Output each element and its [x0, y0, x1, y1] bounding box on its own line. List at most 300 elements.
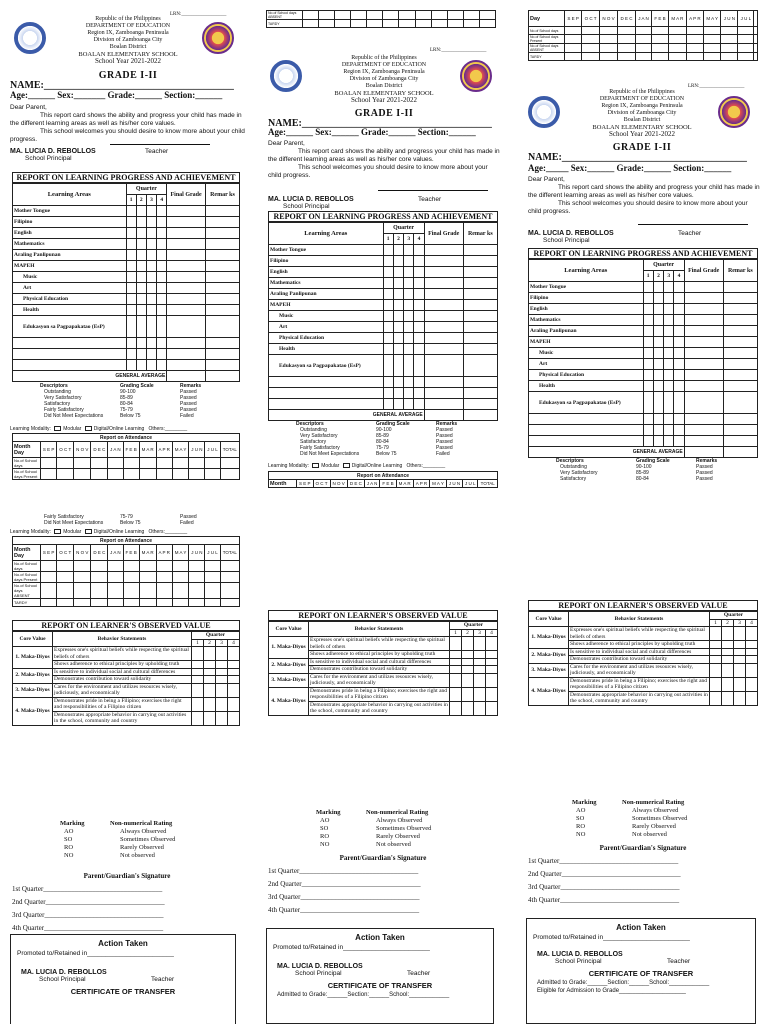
student-name-field[interactable]: NAME:______________________________________	[10, 80, 234, 91]
parent-signatures[interactable]	[12, 870, 242, 935]
subject-label: Art	[529, 359, 644, 370]
q-2: 2	[722, 619, 734, 627]
sig-q1[interactable]: 1st Quarter__________________________________	[528, 857, 679, 865]
subject-row	[269, 322, 498, 333]
subject-label: Filipino	[269, 256, 384, 267]
subject-label: Edukasyon sa Pagpapakatao (EsP)	[269, 355, 384, 377]
sig-q2[interactable]: 2nd Quarter__________________________________	[268, 880, 421, 888]
grading-scale-continued: Fairly Satisfactory 75-79 Passed Did Not Meet Expectations Below 75 Failed	[44, 514, 197, 526]
subject-label: Mathematics	[529, 315, 644, 326]
values-title: REPORT ON LEARNER'S OBSERVED VALUE	[268, 610, 498, 621]
total-col: TOTAL	[220, 545, 239, 561]
subject-row	[13, 228, 240, 239]
behavior-statement: Cares for the environment and utilizes resources wisely, judiciously, and economically	[569, 663, 710, 677]
q-1: 1	[710, 619, 722, 627]
col-quarter: Quarter	[450, 622, 498, 630]
subject-row	[269, 289, 498, 300]
att-row-label: TARDY	[529, 53, 565, 61]
q-4: 4	[746, 619, 758, 627]
q-2: 2	[462, 629, 474, 637]
grade-title: GRADE I-II	[612, 142, 672, 153]
month-col: M A R	[396, 480, 413, 488]
attendance-title: Report on Attendance	[269, 472, 498, 480]
behavior-statement: Demonstrates pride in being a Filipino; exercises the right and responsibilities of a Filipino citizen	[53, 697, 192, 711]
month-col: J A N	[108, 545, 123, 561]
signatures-title: Parent/Guardian's Signature	[339, 854, 427, 862]
subject-label: Art	[13, 283, 127, 294]
month-col: O C T	[57, 442, 74, 458]
behavior-statement: Expresses one's spiritual beliefs while respecting the spiritual beliefs of others	[53, 647, 192, 661]
principal-block: MA. LUCIA D. REBOLLOS Teacher School Principal	[10, 148, 250, 162]
subject-label: Filipino	[529, 293, 644, 304]
subject-label: MAPEH	[13, 261, 127, 272]
subject-row	[529, 326, 758, 337]
month-col: F E B	[123, 545, 139, 561]
deped-seal-icon	[528, 96, 560, 128]
q-3: 3	[474, 629, 486, 637]
digital-checkbox[interactable]	[85, 529, 92, 534]
principal-block: MA. LUCIA D. REBOLLOS Teacher School Principal	[528, 230, 768, 244]
behavior-statement: Is sensitive to individual social and cultural differences	[53, 668, 192, 676]
modular-checkbox[interactable]	[54, 529, 61, 534]
behavior-statement: Is sensitive to individual social and cultural differences	[309, 658, 450, 666]
subject-label: Araling Panlipunan	[13, 250, 127, 261]
lrn-label: LRN:__________________	[430, 48, 487, 53]
q-2: 2	[653, 271, 663, 282]
promoted-field[interactable]: Promoted to/Retained in________________________	[17, 950, 174, 957]
q-2: 2	[136, 195, 146, 206]
modular-checkbox[interactable]	[312, 463, 319, 468]
subject-label: Araling Panlipunan	[269, 289, 384, 300]
admitted-field[interactable]: Admitted to Grade:______Section:______School:____________	[537, 980, 710, 986]
report-card-back-3	[512, 590, 768, 1024]
school-seal-icon	[718, 96, 750, 128]
month-col: M A Y	[703, 11, 720, 27]
att-row-label: No.of School days ABSENT	[13, 583, 41, 599]
observed-values-table	[12, 620, 240, 726]
col-remarks: Remar ks	[463, 223, 497, 245]
behavior-statement: Cares for the environment and utilizes resources wisely, judiciously, and economically	[53, 683, 192, 697]
col-quarter: Quarter	[383, 223, 424, 234]
core-value-label: 4. Maka-Diyos	[13, 697, 53, 725]
core-value-label: 1. Maka-Diyos	[269, 637, 309, 659]
subject-label: Mathematics	[13, 239, 127, 250]
signatures-title: Parent/Guardian's Signature	[83, 872, 171, 880]
q-3: 3	[216, 639, 228, 647]
q-4: 4	[414, 234, 424, 245]
q-1: 1	[383, 234, 393, 245]
subject-row	[13, 250, 240, 261]
general-average-label: GENERAL AVERAGE	[529, 447, 685, 458]
modular-checkbox[interactable]	[54, 426, 61, 431]
sig-q3[interactable]: 3rd Quarter__________________________________	[268, 893, 420, 901]
deped-seal-icon	[14, 22, 46, 54]
progress-title: REPORT ON LEARNING PROGRESS AND ACHIEVEMENT	[528, 248, 758, 259]
report-card-back-1	[0, 510, 256, 1024]
grade-title: GRADE I-II	[354, 108, 414, 119]
attendance-title: Report on Attendance	[13, 537, 240, 545]
month-col: A P R	[686, 11, 703, 27]
month-col: F E B	[123, 442, 139, 458]
behavior-statement: Demonstrates appropriate behavior in carrying out activities in the school, community and country	[53, 711, 192, 725]
report-card-back-2	[256, 600, 512, 1024]
eligible-field[interactable]: Eligible for Admission to Grade____________________	[537, 988, 686, 994]
subject-row	[13, 305, 240, 316]
subject-row	[529, 282, 758, 293]
month-col: N O V	[74, 442, 91, 458]
behavior-statement: Demonstrates appropriate behavior in carrying out activities in the school, community and country	[570, 691, 708, 704]
subject-label: Mother Tongue	[529, 282, 644, 293]
subject-row	[13, 272, 240, 283]
report-card-front-1	[0, 0, 256, 500]
sig-q3[interactable]: 3rd Quarter__________________________________	[12, 911, 164, 919]
subject-label: Music	[269, 311, 384, 322]
parent-signatures[interactable]	[268, 852, 498, 917]
sig-q3[interactable]: 3rd Quarter__________________________________	[528, 883, 680, 891]
att-row-label: TARDY	[267, 20, 303, 28]
school-header: Republic of the Philippines DEPARTMENT OF EDUCATION Region IX, Zamboanga Peninsula Division of Zamboanga City Boalan District BOALAN ELEMENTARY SCHOOL School Year 2021-2022	[78, 16, 178, 65]
grading-scale-legend: Descriptors Grading Scale Remarks Outstanding 90-100 Passed Very Satisfactory 85-89 Passed Satisfactory 80-84 Passed Fairly Satisfactory 75-79 Passed Did Not Meet Expectations Below 75 Failed	[40, 383, 202, 419]
col-core-value: Core Value	[529, 612, 569, 627]
behavior-statement: Cares for the environment and utilizes resources wisely, judiciously, and economically	[309, 673, 450, 687]
subject-label: Physical Education	[269, 333, 384, 344]
q-1: 1	[192, 639, 204, 647]
att-row-label: TARDY	[13, 599, 41, 607]
lrn-label: LRN:__________________	[170, 12, 227, 17]
month-col: D E C	[91, 545, 108, 561]
school-seal-icon	[202, 22, 234, 54]
student-info-row[interactable]: Age:______ Sex:_______ Grade:______ Section:______	[10, 90, 223, 100]
col-quarter: Quarter	[126, 184, 167, 195]
month-col: M A Y	[172, 442, 189, 458]
lrn-label: LRN:__________________	[688, 84, 745, 89]
promoted-field[interactable]: Promoted to/Retained in________________________	[533, 934, 690, 941]
subject-label: Edukasyon sa Pagpapakatao (EsP)	[13, 316, 127, 338]
month-col: N O V	[74, 545, 91, 561]
month-col: M A Y	[430, 480, 447, 488]
month-col: J U N	[446, 480, 462, 488]
subject-row	[529, 337, 758, 348]
month-col: O C T	[57, 545, 74, 561]
subject-label: Mathematics	[269, 278, 384, 289]
month-col: J U N	[189, 545, 205, 561]
att-row-label: No.of School days	[13, 458, 41, 469]
behavior-statement: Demonstrates contribution toward solidarity	[53, 676, 192, 684]
q-3: 3	[404, 234, 414, 245]
core-value-label: 3. Maka-Diyos	[13, 683, 53, 697]
sig-q1[interactable]: 1st Quarter__________________________________	[268, 867, 419, 875]
day-label: Day	[529, 11, 565, 27]
subject-row	[13, 217, 240, 228]
observed-values-table	[528, 600, 758, 706]
month-col: F E B	[380, 480, 396, 488]
admitted-field[interactable]: Admitted to Grade:______Section:______School:____________	[277, 992, 450, 998]
subject-row	[269, 333, 498, 344]
subject-label: Music	[529, 348, 644, 359]
q-2: 2	[393, 234, 403, 245]
q-1: 1	[126, 195, 136, 206]
deped-seal-icon	[270, 60, 302, 92]
att-row-label: No.of School days	[529, 27, 565, 35]
q-3: 3	[146, 195, 156, 206]
grading-scale-legend: Descriptors Grading Scale Remarks Outstanding 90-100 Passed Very Satisfactory 85-89 Passed Satisfactory 80-84 Passed	[556, 458, 718, 482]
q-4: 4	[228, 639, 240, 647]
digital-checkbox[interactable]	[343, 463, 350, 468]
action-title: Action Taken	[616, 923, 666, 932]
month-col: J A N	[364, 480, 379, 488]
promoted-field[interactable]: Promoted to/Retained in________________________	[273, 944, 430, 951]
q-3: 3	[664, 271, 674, 282]
q-4: 4	[486, 629, 498, 637]
learning-progress-table	[12, 172, 240, 382]
month-col: S E P	[41, 545, 57, 561]
q-4: 4	[157, 195, 167, 206]
subject-row	[269, 300, 498, 311]
attendance-table	[12, 536, 240, 607]
progress-title: REPORT ON LEARNING PROGRESS AND ACHIEVEMENT	[12, 172, 240, 183]
student-info-row[interactable]: Age:_____ Sex:______ Grade:______ Section:______	[528, 163, 732, 173]
student-info-row[interactable]: Age:______ Sex:______ Grade:______ Section:______	[268, 127, 476, 137]
month-col: J A N	[635, 11, 651, 27]
behavior-statement: Demonstrates pride in being a Filipino; exercises the right and responsibilities of a Filipino citizen	[309, 687, 450, 701]
school-header: Republic of the Philippines DEPARTMENT OF EDUCATION Region IX, Zamboanga Peninsula Division of Zamboanga City Boalan District BOALAN ELEMENTARY SCHOOL School Year 2021-2022	[334, 55, 434, 104]
att-row-label: No.of School days Present	[529, 35, 565, 44]
action-taken-box: Action Taken Promoted to/Retained in________________________ MA. LUCIA D. REBOLLOS School Principal Teacher CERTIFICATE OF TRANSFER Admitted to Grade:______Section:______School:____________ Eligible for Admission to Grade____________________	[526, 918, 756, 1024]
sig-q4[interactable]: 4th Quarter__________________________________	[268, 906, 420, 914]
core-value-label: 3. Maka-Diyos	[269, 673, 309, 687]
q-2: 2	[204, 639, 216, 647]
subject-row	[13, 239, 240, 250]
subject-row	[13, 283, 240, 294]
month-col: N O V	[599, 11, 617, 27]
action-title: Action Taken	[355, 933, 405, 942]
learning-progress-table	[528, 248, 758, 458]
behavior-statement: Demonstrates pride in being a Filipino; exercises the right and responsibilities of a Filipino citizen	[569, 677, 710, 691]
col-behavior: Behavior Statements	[53, 632, 192, 647]
subject-label: MAPEH	[269, 300, 384, 311]
month-col: J U L	[463, 480, 478, 488]
learning-modality-row[interactable]: Learning Modality: Modular Digital/Online Learning Others:________	[10, 529, 188, 535]
principal-name: MA. LUCIA D. REBOLLOS	[21, 969, 107, 976]
action-taken-box: Action Taken Promoted to/Retained in________________________ MA. LUCIA D. REBOLLOS School Principal Teacher CERTIFICATE OF TRANSFER Admitted to Grade:______Section:______School:____________	[266, 928, 494, 1024]
att-row-label: No.of School days ABSENT	[529, 44, 565, 53]
learning-progress-table	[268, 211, 498, 421]
total-col: TOTAL	[220, 442, 239, 458]
certificate-title: CERTIFICATE OF TRANSFER	[588, 969, 694, 978]
marking-legend: Marking Non-numerical Rating AO Always Observed SO Sometimes Observed RO Rarely Observed NO Not observed	[60, 820, 176, 859]
q-3: 3	[734, 619, 746, 627]
core-value-label: 2. Maka-Diyos	[13, 668, 53, 683]
general-average-label: GENERAL AVERAGE	[269, 410, 425, 421]
report-card-front-3	[512, 0, 768, 500]
month-col: A P R	[156, 442, 172, 458]
subject-label: Edukasyon sa Pagpapakatao (EsP)	[529, 392, 644, 414]
subject-label: MAPEH	[529, 337, 644, 348]
subject-label: Health	[269, 344, 384, 355]
col-behavior: Behavior Statements	[309, 622, 450, 637]
signatures-title: Parent/Guardian's Signature	[599, 844, 687, 852]
attendance-table-continued	[528, 10, 758, 61]
col-learning-areas: Learning Areas	[13, 184, 127, 206]
subject-label: Araling Panlipunan	[529, 326, 644, 337]
behavior-statement: Shows adherence to ethical principles by upholding truth	[53, 661, 192, 669]
core-value-label: 3. Maka-Diyos	[529, 663, 569, 677]
school-seal-icon	[460, 60, 492, 92]
month-day-label: Month Day	[13, 545, 41, 561]
month-col: J U L	[205, 442, 220, 458]
month-col: M A R	[668, 11, 686, 27]
learning-modality-row[interactable]: Learning Modality: Modular Digital/Online Learning Others:________	[10, 426, 188, 432]
sig-q4[interactable]: 4th Quarter__________________________________	[12, 924, 164, 932]
month-col: M A R	[139, 442, 156, 458]
action-taken-box: Action Taken Promoted to/Retained in________________________ MA. LUCIA D. REBOLLOS School Principal Teacher CERTIFICATE OF TRANSFER	[10, 934, 236, 1024]
col-final: Final Grade	[684, 260, 723, 282]
values-title: REPORT ON LEARNER'S OBSERVED VALUE	[528, 600, 758, 611]
col-behavior: Behavior Statements	[569, 612, 710, 627]
school-header: Republic of the Philippines DEPARTMENT OF EDUCATION Region IX, Zamboanga Peninsula Division of Zamboanga City Boalan District BOALAN ELEMENTARY SCHOOL School Year 2021-2022	[592, 89, 692, 138]
core-value-label: 2. Maka-Diyos	[269, 658, 309, 673]
subject-row	[529, 381, 758, 392]
subject-label: Mother Tongue	[13, 206, 127, 217]
col-quarter: Quarter	[710, 612, 758, 620]
certificate-title: CERTIFICATE OF TRANSFER	[70, 987, 176, 996]
behavior-statement: Expresses one's spiritual beliefs while respecting the spiritual beliefs of others	[309, 637, 450, 651]
parent-letter: Dear Parent, This report card shows the ability and progress your child has made in the different learning areas as well as his/her core values. This school welcomes you should desire to know more about your child progress.	[528, 176, 760, 215]
principal-name: MA. LUCIA D. REBOLLOS	[537, 951, 623, 958]
col-core-value: Core Value	[13, 632, 53, 647]
principal-name: MA. LUCIA D. REBOLLOS	[277, 963, 363, 970]
subject-label: Physical Education	[529, 370, 644, 381]
month-col: A P R	[413, 480, 429, 488]
marking-legend: Marking Non-numerical Rating AO Always Observed SO Sometimes Observed RO Rarely Observed NO Not observed	[572, 799, 688, 838]
att-row-label: No.of School days	[13, 561, 41, 572]
learning-modality-row[interactable]: Learning Modality: Modular Digital/Online Learning Others:________	[268, 463, 446, 469]
attendance-table-continued	[266, 10, 496, 28]
att-row-label: No.of School days Present	[13, 469, 41, 480]
month-col: J A N	[108, 442, 123, 458]
month-col: M A R	[139, 545, 156, 561]
subject-row	[529, 370, 758, 381]
col-learning-areas: Learning Areas	[529, 260, 644, 282]
month-col: S E P	[565, 11, 582, 27]
grading-scale-legend: Descriptors Grading Scale Remarks Outstanding 90-100 Passed Very Satisfactory 85-89 Passed Satisfactory 80-84 Passed Fairly Satisfactory 75-79 Passed Did Not Meet Expectations Below 75 Failed	[296, 421, 458, 457]
report-card-front-2	[256, 0, 512, 500]
student-name-field[interactable]: NAME:_____________________________________	[528, 152, 747, 163]
behavior-statement: Is sensitive to individual social and cultural differences	[569, 648, 710, 656]
sig-q4[interactable]: 4th Quarter__________________________________	[528, 896, 680, 904]
core-value-label: 1. Maka-Diyos	[13, 647, 53, 669]
digital-checkbox[interactable]	[85, 426, 92, 431]
attendance-table	[268, 471, 498, 488]
subject-label: Mother Tongue	[269, 245, 384, 256]
core-value-label: 2. Maka-Diyos	[529, 648, 569, 663]
subject-row	[269, 278, 498, 289]
col-remarks: Remar ks	[723, 260, 757, 282]
col-final: Final Grade	[167, 184, 206, 206]
student-name-field[interactable]: NAME:______________________________________	[268, 118, 492, 129]
behavior-statement: Demonstrates contribution toward solidarity	[569, 656, 710, 664]
month-col: J U N	[189, 442, 205, 458]
subject-row	[13, 316, 240, 338]
subject-row	[13, 294, 240, 305]
progress-title: REPORT ON LEARNING PROGRESS AND ACHIEVEMENT	[268, 211, 498, 222]
month-col: O C T	[313, 480, 330, 488]
parent-signatures[interactable]	[528, 842, 758, 907]
subject-row	[529, 348, 758, 359]
behavior-statement: Demonstrates contribution toward solidarity	[309, 666, 450, 674]
marking-legend: Marking Non-numerical Rating AO Always Observed SO Sometimes Observed RO Rarely Observed NO Not observed	[316, 809, 432, 848]
core-value-label: 1. Maka-Diyos	[529, 627, 569, 649]
subject-label: Physical Education	[13, 294, 127, 305]
principal-block: MA. LUCIA D. REBOLLOS Teacher School Principal	[268, 196, 508, 210]
total-col: TOTAL	[478, 480, 498, 488]
subject-row	[529, 392, 758, 414]
month-col: S E P	[297, 480, 314, 488]
attendance-title: Report on Attendance	[13, 434, 240, 442]
col-remarks: Remar ks	[205, 184, 239, 206]
month-col: N O V	[330, 480, 347, 488]
month-col: J U L	[738, 11, 754, 27]
behavior-statement: Shows adherence to ethical principles by upholding truth	[569, 641, 710, 649]
subject-label: Filipino	[13, 217, 127, 228]
month-col: S E P	[41, 442, 57, 458]
behavior-statement: Shows adherence to ethical principles by upholding truth	[309, 651, 450, 659]
subject-row	[529, 315, 758, 326]
core-value-label: 4. Maka-Diyos	[269, 687, 309, 715]
subject-row	[269, 355, 498, 377]
subject-row	[13, 206, 240, 217]
subject-row	[13, 261, 240, 272]
sig-q2[interactable]: 2nd Quarter__________________________________	[528, 870, 681, 878]
month-col: M A Y	[172, 545, 189, 561]
month-col: D E C	[347, 480, 364, 488]
month-col: J U N	[721, 11, 738, 27]
subject-row	[529, 359, 758, 370]
subject-label: English	[269, 267, 384, 278]
month-col: A P R	[156, 545, 172, 561]
month-day-label: Month Day	[13, 442, 41, 458]
col-learning-areas: Learning Areas	[269, 223, 384, 245]
subject-row	[269, 256, 498, 267]
q-1: 1	[643, 271, 653, 282]
month-col: D E C	[91, 442, 108, 458]
grade-title: GRADE I-II	[98, 70, 158, 81]
att-row-label: No.of School days Present	[13, 572, 41, 583]
q-4: 4	[674, 271, 684, 282]
observed-values-table	[268, 610, 498, 716]
sig-q1[interactable]: 1st Quarter__________________________________	[12, 885, 163, 893]
col-quarter: Quarter	[643, 260, 684, 271]
subject-row	[269, 344, 498, 355]
subject-label: Health	[13, 305, 127, 316]
values-title: REPORT ON LEARNER'S OBSERVED VALUE	[12, 620, 240, 631]
subject-label: Music	[13, 272, 127, 283]
q-1: 1	[450, 629, 462, 637]
subject-row	[269, 245, 498, 256]
month-col: J U L	[205, 545, 220, 561]
parent-letter: Dear Parent, This report card shows the ability and progress your child has made in the different learning areas as well as his/her core values. This school welcomes you should desire to know more about your child progress.	[10, 104, 245, 143]
sig-q2[interactable]: 2nd Quarter__________________________________	[12, 898, 165, 906]
month-col: F E B	[652, 11, 669, 27]
subject-row	[269, 311, 498, 322]
subject-label: English	[13, 228, 127, 239]
behavior-statement: Demonstrates appropriate behavior in carrying out activities in the school, community and country	[310, 701, 448, 714]
col-core-value: Core Value	[269, 622, 309, 637]
month-col: O C T	[582, 11, 600, 27]
subject-label: Health	[529, 381, 644, 392]
core-value-label: 4. Maka-Diyos	[529, 677, 569, 705]
action-title: Action Taken	[98, 939, 148, 948]
